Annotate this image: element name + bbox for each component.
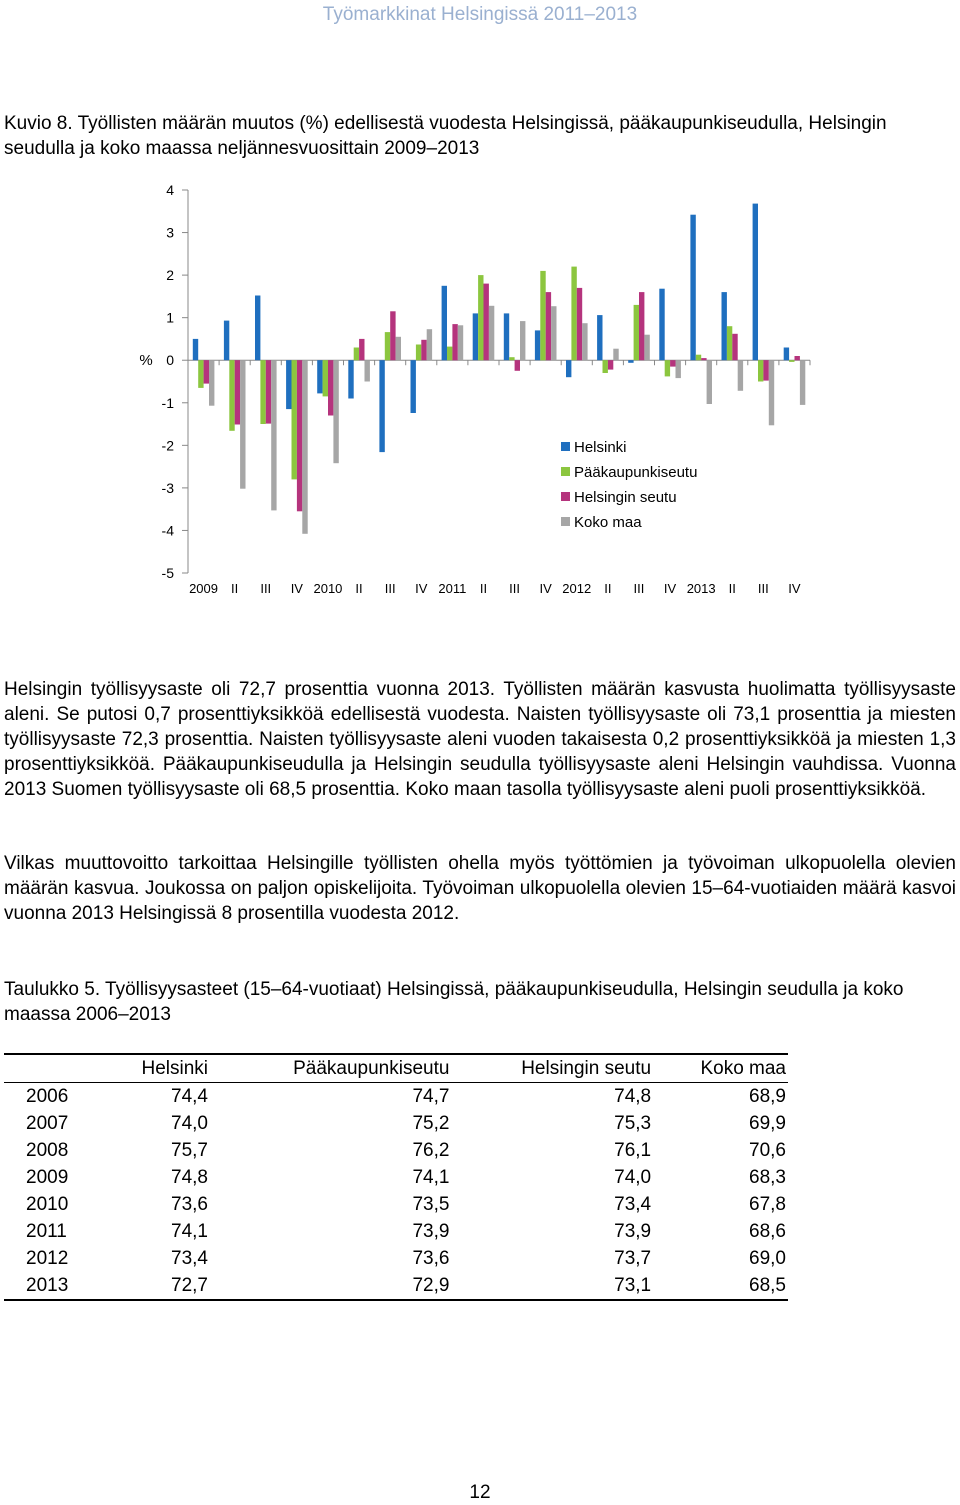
- table-cell: 73,5: [412, 1193, 450, 1215]
- legend-swatch: [561, 492, 570, 501]
- bar-p-kaupunkiseutu: [758, 360, 763, 381]
- bar-p-kaupunkiseutu: [665, 360, 670, 376]
- table-cell: 2013: [26, 1274, 69, 1296]
- bar-helsinki: [411, 360, 416, 413]
- bar-p-kaupunkiseutu: [727, 326, 732, 360]
- bar-helsinki: [224, 321, 229, 361]
- table-cell: 75,7: [171, 1139, 208, 1161]
- x-tick-label: IV: [788, 581, 801, 596]
- bar-helsingin-seutu: [546, 292, 551, 360]
- x-tick-label: III: [384, 581, 396, 596]
- bar-p-kaupunkiseutu: [260, 360, 265, 424]
- bar-helsinki: [628, 360, 633, 363]
- bar-koko-maa: [707, 360, 712, 404]
- x-tick-label: IV: [290, 581, 303, 596]
- table-cell: 74,0: [171, 1112, 208, 1134]
- bar-koko-maa: [582, 323, 587, 360]
- x-tick-label: II: [231, 581, 239, 596]
- bar-helsinki: [473, 313, 478, 360]
- table-cell: 73,4: [614, 1193, 652, 1215]
- bar-p-kaupunkiseutu: [634, 305, 639, 360]
- running-header: Työmarkkinat Helsingissä 2011–2013: [322, 4, 638, 25]
- x-tick-label: 2009: [189, 581, 219, 596]
- table-cell: 68,5: [749, 1274, 786, 1296]
- x-tick-label: IV: [539, 581, 552, 596]
- table-cell: 2008: [26, 1139, 69, 1161]
- table-cell: 68,9: [749, 1085, 786, 1107]
- legend-label: Pääkaupunkiseutu: [574, 464, 698, 481]
- bar-helsingin-seutu: [515, 360, 520, 371]
- x-tick-label: IV: [663, 581, 677, 596]
- bar-helsinki: [753, 204, 758, 361]
- table-cell: 73,1: [614, 1274, 652, 1296]
- bar-helsinki: [690, 215, 695, 361]
- bar-koko-maa: [427, 329, 432, 360]
- table-cell: 68,6: [749, 1220, 786, 1242]
- x-tick-label: III: [509, 581, 520, 596]
- table-cell: 73,4: [171, 1247, 208, 1269]
- bar-helsingin-seutu: [577, 288, 582, 360]
- table-cell: 73,9: [614, 1220, 652, 1242]
- x-tick-label: 2012: [562, 581, 592, 596]
- y-tick-label: -3: [161, 479, 174, 496]
- table-cell: 2009: [26, 1166, 69, 1188]
- bar-koko-maa: [333, 360, 338, 463]
- bar-helsinki: [193, 339, 198, 360]
- y-tick-label: 3: [166, 224, 174, 241]
- y-axis-label: %: [139, 352, 153, 370]
- bar-helsingin-seutu: [608, 360, 613, 369]
- y-tick-label: 4: [166, 182, 174, 198]
- legend-label: Helsingin seutu: [574, 489, 677, 506]
- table-cell: 70,6: [749, 1139, 786, 1161]
- x-tick-label: III: [757, 581, 769, 596]
- table-header-cell: [4, 1054, 104, 1083]
- bar-p-kaupunkiseutu: [540, 271, 545, 360]
- table-header-cell: Koko maa: [700, 1057, 786, 1079]
- bar-helsinki: [286, 360, 291, 409]
- legend-swatch: [561, 517, 570, 526]
- table-cell: 72,9: [412, 1274, 450, 1296]
- bar-p-kaupunkiseutu: [229, 360, 234, 431]
- table-cell: 74,7: [412, 1085, 450, 1107]
- table-cell: 75,2: [412, 1112, 450, 1134]
- bar-helsingin-seutu: [452, 324, 457, 360]
- x-tick-label: II: [728, 581, 736, 596]
- bar-helsingin-seutu: [484, 284, 489, 361]
- table-cell: 68,3: [749, 1166, 786, 1188]
- table-row: [4, 1218, 788, 1245]
- bar-koko-maa: [209, 360, 214, 406]
- table-header-cell: Helsingin seutu: [521, 1057, 652, 1079]
- y-tick-label: -5: [161, 565, 174, 581]
- table-cell: 2011: [26, 1220, 67, 1242]
- bar-koko-maa: [644, 335, 649, 361]
- y-tick-label: 1: [166, 309, 174, 326]
- y-tick-label: -2: [161, 437, 174, 454]
- table-cell: 74,0: [614, 1166, 652, 1188]
- table-cell: 73,6: [412, 1247, 450, 1269]
- chart-svg: [0, 170, 960, 610]
- bar-koko-maa: [489, 306, 494, 361]
- x-tick-label: III: [633, 581, 645, 596]
- bar-p-kaupunkiseutu: [509, 357, 514, 360]
- bar-p-kaupunkiseutu: [789, 360, 794, 362]
- bar-helsingin-seutu: [701, 358, 706, 360]
- table-cell: 2007: [26, 1112, 69, 1134]
- bar-helsinki: [659, 289, 664, 361]
- bar-p-kaupunkiseutu: [385, 332, 390, 360]
- legend-swatch: [561, 442, 570, 451]
- bar-helsinki: [442, 286, 447, 361]
- bar-helsinki: [722, 292, 727, 360]
- bar-helsingin-seutu: [204, 360, 209, 383]
- table-row: [4, 1083, 788, 1111]
- bar-p-kaupunkiseutu: [292, 360, 297, 479]
- bar-helsingin-seutu: [670, 360, 675, 366]
- table-cell: 73,7: [614, 1247, 652, 1269]
- bar-koko-maa: [396, 337, 401, 360]
- paragraph-employment-rate: Helsingin työllisyysaste oli 72,7 prosenttia vuonna 2013. Työllisten määrän kasvusta huolimatta työllisyysaste aleni. Se putosi 0,7 prosenttiyksikköä edellisestä vuodesta. Naisten työllisyysaste oli 73,1 prosenttia ja miesten työllisyysaste 72,3 prosenttia. Naisten työllisyysaste aleni vuoden takaisesta 0,2 prosenttiyksikköä ja miesten 1,3 prosenttiyksikköä. Pääkaupunkiseudulla ja Helsingin seudulla työllisyysaste aleni Helsingin vauhdissa. Vuonna 2013 Suomen työllisyysaste oli 68,5 prosenttia. Koko maan tasolla työllisyysaste aleni puoli prosenttiyksikköä.: [4, 679, 956, 800]
- x-tick-label: II: [604, 581, 612, 596]
- bar-helsingin-seutu: [297, 360, 302, 511]
- page-number: 12: [469, 1482, 491, 1503]
- table-cell: 75,3: [614, 1112, 652, 1134]
- bar-helsinki: [566, 360, 571, 377]
- bar-koko-maa: [738, 360, 743, 391]
- table-cell: 76,1: [614, 1139, 652, 1161]
- figure-caption: Kuvio 8. Työllisten määrän muutos (%) edellisestä vuodesta Helsingissä, pääkaupunkiseudulla, Helsingin seudulla ja koko maassa neljännesvuosittain 2009–2013: [4, 113, 887, 159]
- x-tick-label: 2010: [313, 581, 343, 596]
- employment-change-chart: [0, 170, 960, 610]
- bar-p-kaupunkiseutu: [416, 345, 421, 361]
- paragraph-migration: Vilkas muuttovoitto tarkoittaa Helsingille työllisten ohella myös työttömien ja työvoiman ulkopuolella olevien määrän kasvua. Joukossa on paljon opiskelijoita. Työvoiman ulkopuolella olevien 15–64-vuotiaiden määrä kasvoi vuonna 2013 Helsingissä 8 prosentilla vuodesta 2012.: [4, 853, 956, 924]
- bar-helsingin-seutu: [359, 339, 364, 360]
- bar-koko-maa: [240, 360, 245, 489]
- bar-koko-maa: [613, 349, 618, 361]
- table-cell: 74,4: [171, 1085, 208, 1107]
- bar-koko-maa: [458, 325, 463, 360]
- bar-helsingin-seutu: [795, 356, 800, 360]
- table-cell: 74,8: [614, 1085, 652, 1107]
- table-cell: 74,1: [412, 1166, 450, 1188]
- bar-koko-maa: [676, 360, 681, 378]
- bar-helsinki: [535, 330, 540, 360]
- bar-p-kaupunkiseutu: [571, 267, 576, 361]
- chart-legend: [561, 439, 697, 531]
- bar-p-kaupunkiseutu: [198, 360, 203, 388]
- table-cell: 74,8: [171, 1166, 208, 1188]
- bar-helsingin-seutu: [732, 334, 737, 360]
- table-caption: Taulukko 5. Työllisyysasteet (15–64-vuotiaat) Helsingissä, pääkaupunkiseudulla, Helsingin seudulla ja koko maassa 2006–2013: [4, 979, 904, 1025]
- legend-swatch: [561, 467, 570, 476]
- bar-helsinki: [504, 313, 509, 360]
- bar-helsinki: [348, 360, 353, 398]
- table-cell: 73,9: [412, 1220, 450, 1242]
- table-row: [4, 1164, 788, 1191]
- bar-p-kaupunkiseutu: [323, 360, 328, 396]
- table-cell: 72,7: [171, 1274, 208, 1296]
- table-cell: 2012: [26, 1247, 69, 1269]
- table-cell: 73,6: [171, 1193, 208, 1215]
- x-tick-label: 2013: [686, 581, 716, 596]
- table-header-cell: Helsinki: [141, 1057, 208, 1079]
- table-header-cell: Pääkaupunkiseutu: [293, 1057, 450, 1079]
- bar-helsinki: [784, 348, 789, 361]
- bar-koko-maa: [800, 360, 805, 405]
- bar-helsingin-seutu: [266, 360, 271, 423]
- bar-helsinki: [379, 360, 384, 452]
- table-cell: 67,8: [749, 1193, 786, 1215]
- bar-p-kaupunkiseutu: [696, 355, 701, 361]
- employment-rate-table: [4, 1053, 788, 1301]
- bar-p-kaupunkiseutu: [478, 275, 483, 360]
- table-row: [4, 1245, 788, 1272]
- bar-koko-maa: [769, 360, 774, 425]
- bar-koko-maa: [365, 360, 370, 381]
- bar-koko-maa: [520, 321, 525, 360]
- table-cell: 2010: [26, 1193, 69, 1215]
- table-row: [4, 1110, 788, 1137]
- bar-helsinki: [255, 296, 260, 361]
- legend-label: Koko maa: [574, 514, 642, 531]
- y-tick-label: 0: [166, 352, 174, 369]
- bar-helsingin-seutu: [235, 360, 240, 424]
- y-tick-label: -4: [161, 522, 174, 539]
- bar-koko-maa: [551, 306, 556, 360]
- bar-helsingin-seutu: [763, 360, 768, 380]
- bar-p-kaupunkiseutu: [603, 360, 608, 373]
- legend-label: Helsinki: [574, 439, 627, 456]
- x-tick-label: II: [355, 581, 363, 596]
- table-row: [4, 1272, 788, 1300]
- chart-bars: [193, 204, 806, 534]
- table-cell: 2006: [26, 1085, 69, 1107]
- table-cell: 69,0: [749, 1247, 786, 1269]
- bar-helsingin-seutu: [390, 311, 395, 360]
- table-cell: 69,9: [749, 1112, 786, 1134]
- table-row: [4, 1137, 788, 1164]
- x-tick-label: III: [260, 581, 272, 596]
- table-header-row: [4, 1054, 788, 1083]
- bar-koko-maa: [302, 360, 307, 534]
- y-tick-label: 2: [166, 267, 174, 284]
- bar-helsingin-seutu: [328, 360, 333, 415]
- bar-helsingin-seutu: [639, 292, 644, 360]
- y-tick-label: -1: [161, 394, 174, 411]
- x-tick-label: IV: [415, 581, 428, 596]
- bar-helsinki: [597, 315, 602, 360]
- table-cell: 76,2: [412, 1139, 450, 1161]
- table-row: [4, 1191, 788, 1218]
- bar-p-kaupunkiseutu: [447, 347, 452, 361]
- x-tick-label: II: [479, 581, 488, 596]
- bar-p-kaupunkiseutu: [354, 348, 359, 361]
- bar-koko-maa: [271, 360, 276, 510]
- x-tick-label: 2011: [438, 581, 467, 596]
- bar-helsinki: [317, 360, 322, 393]
- bar-helsingin-seutu: [421, 340, 426, 360]
- table-cell: 74,1: [171, 1220, 208, 1242]
